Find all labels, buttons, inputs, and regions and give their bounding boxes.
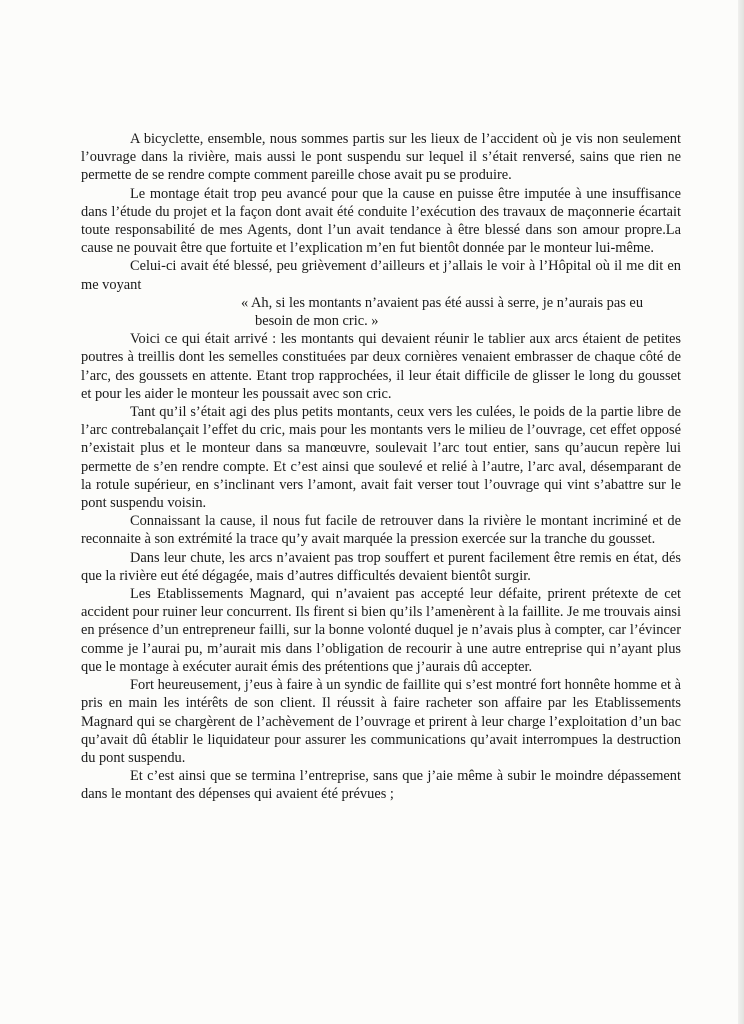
paragraph: Tant qu’il s’était agi des plus petits montants, ceux vers les culées, le poids de la partie libre de l’arc contrebalançait l’effet du cric, mais pour les montants vers le milieu de l’ouvrage, cet effet opposé n’existait plus et le monteur dans sa manœuvre, soulevait l’arc tout entier, sans qu’aucun repère lui permette de s’en rendre compte. Et c’est ainsi que soulevé et relié à l’autre, l’arc aval, désemparant de la rotule supérieur, en s’inclinant vers l’amont, avait fait verser tout l’ouvrage qui vint s’abattre sur le pont suspendu voisin. [81,404,681,512]
paragraph: Fort heureusement, j’eus à faire à un syndic de faillite qui s’est montré fort honnête homme et à pris en main les intérêts de son client. Il réussit à faire racheter son affaire par les Etablissements Magnard qui se chargèrent de l’achèvement de l’ouvrage et prirent à leur charge l’exploitation d’un bac qu’avait dû établir le liquidateur pour assurer les communications qu’avait interrompues la destruction du pont suspendu. [81,677,681,766]
scan-edge [738,0,744,1024]
quote-line: « Ah, si les montants n’avaient pas été aussi à serre, je n’aurais pas eu [241,294,644,311]
paragraph: Le montage était trop peu avancé pour que la cause en puisse être imputée à une insuffisance dans l’étude du projet et la façon dont avait été conduite l’exécution des travaux de maçonnerie écartait toute responsabilité de mes Agents, dont l’un avait tendance à être blessé dans son amour propre.La cause ne pouvait être que fortuite et l’explication m’en fut bientôt donnée par le monteur lui-même. [81,185,681,257]
paragraph: Celui-ci avait été blessé, peu grièvement d’ailleurs et j’allais le voir à l’Hôpital où il me dit en me voyant [81,258,681,293]
paragraph: Les Etablissements Magnard, qui n’avaient pas accepté leur défaite, prirent prétexte de cet accident pour ruiner leur concurrent. Ils firent si bien qu’ils l’amenèrent à la faillite. Je me trouvais ainsi en présence d’un entrepreneur failli, sur la bonne volonté duquel je n’avais plus à compter, car l’évincer comme je l’aurai pu, m’aurait mis dans l’obligation de recourir à une autre entreprise qui n’ayant plus que le montage à exécuter aurait émis des prétentions que j’aurais dû accepter. [81,586,681,675]
quote-line: besoin de mon cric. » [255,313,379,330]
paragraph: Dans leur chute, les arcs n’avaient pas trop souffert et purent facilement être remis en état, dés que la rivière eut été dégagée, mais d’autres difficultés devaient bientôt surgir. [81,549,681,584]
quote-block [241,294,681,330]
paragraph: Et c’est ainsi que se termina l’entreprise, sans que j’aie même à subir le moindre dépassement dans le montant des dépenses qui avaient été prévues ; [81,768,681,803]
paragraph: A bicyclette, ensemble, nous sommes partis sur les lieux de l’accident où je vis non seulement l’ouvrage dans la rivière, mais aussi le pont suspendu sur lequel il s’était renversé, sains que rien ne permette de se rendre compte comment pareille chose avait pu se produire. [81,131,681,184]
paragraph: Voici ce qui était arrivé : les montants qui devaient réunir le tablier aux arcs étaient de petites poutres à treillis dont les semelles constituées par deux cornières venaient embrasser de chaque côté de l’arc, des goussets en attente. Etant trop rapprochées, il leur était difficile de glisser le long du gousset et pour les aider le monteur les poussait avec son cric. [81,331,681,402]
paragraph: Connaissant la cause, il nous fut facile de retrouver dans la rivière le montant incriminé et de reconnaite à son extrémité la trace qu’y avait marquée la pression exercée sur la tranche du gousset. [81,513,681,548]
document-body [81,130,681,804]
